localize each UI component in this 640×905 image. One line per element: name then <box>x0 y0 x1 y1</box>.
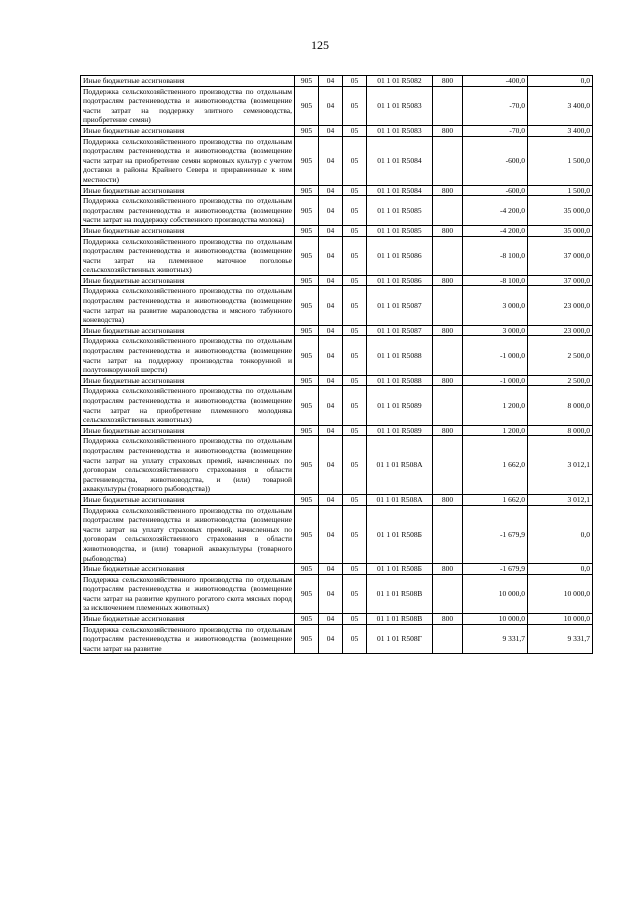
amount-change-cell: 1 662,0 <box>463 494 528 505</box>
table-row <box>81 614 593 625</box>
amount-total-cell: 3 400,0 <box>528 125 593 136</box>
amount-change-cell: -600,0 <box>463 136 528 185</box>
section-code-cell: 04 <box>319 286 343 325</box>
amount-change-cell: -1 679,9 <box>463 505 528 564</box>
amount-total-cell: 1 500,0 <box>528 136 593 185</box>
amount-change-cell: 9 331,7 <box>463 624 528 654</box>
subsection-code-cell: 05 <box>343 494 367 505</box>
row-name-cell: Поддержка сельскохозяйственного производства по отдельным подотраслям растениеводства и животноводства (возмещение части затрат на развитие <box>81 624 295 654</box>
row-name-cell: Поддержка сельскохозяйственного производства по отдельным подотраслям растениеводства и животноводства (возмещение части затрат на приобретение племенного молодняка сельскохозяйственных животных) <box>81 386 295 425</box>
table-row <box>81 325 593 336</box>
target-article-cell: 01 1 01 R5089 <box>367 386 433 425</box>
table-row <box>81 236 593 275</box>
subsection-code-cell: 05 <box>343 275 367 286</box>
target-article-cell: 01 1 01 R508Б <box>367 505 433 564</box>
amount-total-cell: 37 000,0 <box>528 236 593 275</box>
ministry-code-cell: 905 <box>295 505 319 564</box>
subsection-code-cell: 05 <box>343 436 367 495</box>
target-article-cell: 01 1 01 R5085 <box>367 225 433 236</box>
expense-type-cell <box>433 136 463 185</box>
subsection-code-cell: 05 <box>343 125 367 136</box>
section-code-cell: 04 <box>319 136 343 185</box>
subsection-code-cell: 05 <box>343 225 367 236</box>
section-code-cell: 04 <box>319 225 343 236</box>
amount-total-cell: 1 500,0 <box>528 185 593 196</box>
row-name-cell: Иные бюджетные ассигнования <box>81 275 295 286</box>
row-name-cell: Поддержка сельскохозяйственного производства по отдельным подотраслям растениеводства и животноводства (возмещение части затрат на приобретение семян кормовых культур с учетом доставки в районы Крайнего Севера и приравненные к ним местности) <box>81 136 295 185</box>
ministry-code-cell: 905 <box>295 624 319 654</box>
expense-type-cell: 800 <box>433 225 463 236</box>
amount-change-cell: 3 000,0 <box>463 286 528 325</box>
expense-type-cell: 800 <box>433 275 463 286</box>
ministry-code-cell: 905 <box>295 564 319 575</box>
amount-total-cell: 37 000,0 <box>528 275 593 286</box>
section-code-cell: 04 <box>319 236 343 275</box>
amount-change-cell: 1 662,0 <box>463 436 528 495</box>
budget-table-body <box>81 76 593 654</box>
target-article-cell: 01 1 01 R5089 <box>367 425 433 436</box>
expense-type-cell <box>433 624 463 654</box>
ministry-code-cell: 905 <box>295 614 319 625</box>
amount-change-cell: 3 000,0 <box>463 325 528 336</box>
subsection-code-cell: 05 <box>343 386 367 425</box>
section-code-cell: 04 <box>319 505 343 564</box>
ministry-code-cell: 905 <box>295 375 319 386</box>
target-article-cell: 01 1 01 R508А <box>367 436 433 495</box>
amount-change-cell: -4 200,0 <box>463 225 528 236</box>
amount-total-cell: 10 000,0 <box>528 614 593 625</box>
table-row <box>81 196 593 226</box>
amount-total-cell: 8 000,0 <box>528 425 593 436</box>
row-name-cell: Иные бюджетные ассигнования <box>81 614 295 625</box>
section-code-cell: 04 <box>319 574 343 613</box>
row-name-cell: Поддержка сельскохозяйственного производства по отдельным подотраслям растениеводства и животноводства (возмещение части затрат на развитие крупного рогатого скота мясных пород за исключением племенных животных) <box>81 574 295 613</box>
expense-type-cell: 800 <box>433 425 463 436</box>
row-name-cell: Поддержка сельскохозяйственного производства по отдельным подотраслям растениеводства и животноводства (возмещение части затрат на уплату страховых премий, начисленных по договорам сельскохозяйственного страхования в области животноводства, и (или) товарной аквакультуры (товарного рыбоводства) <box>81 505 295 564</box>
subsection-code-cell: 05 <box>343 574 367 613</box>
target-article-cell: 01 1 01 R5083 <box>367 125 433 136</box>
amount-change-cell: 10 000,0 <box>463 614 528 625</box>
amount-change-cell: -8 100,0 <box>463 275 528 286</box>
subsection-code-cell: 05 <box>343 325 367 336</box>
section-code-cell: 04 <box>319 386 343 425</box>
amount-change-cell: -1 679,9 <box>463 564 528 575</box>
table-row <box>81 275 593 286</box>
ministry-code-cell: 905 <box>295 494 319 505</box>
expense-type-cell: 800 <box>433 185 463 196</box>
amount-change-cell: -70,0 <box>463 86 528 125</box>
row-name-cell: Поддержка сельскохозяйственного производства по отдельным подотраслям растениеводства и животноводства (возмещение части затрат на поддержку элитного семеноводства, приобретение семян) <box>81 86 295 125</box>
target-article-cell: 01 1 01 R5084 <box>367 185 433 196</box>
ministry-code-cell: 905 <box>295 225 319 236</box>
target-article-cell: 01 1 01 R508В <box>367 574 433 613</box>
expense-type-cell <box>433 436 463 495</box>
table-row <box>81 125 593 136</box>
page-number: 125 <box>311 38 329 52</box>
ministry-code-cell: 905 <box>295 286 319 325</box>
row-name-cell: Иные бюджетные ассигнования <box>81 185 295 196</box>
expense-type-cell: 800 <box>433 375 463 386</box>
row-name-cell: Поддержка сельскохозяйственного производства по отдельным подотраслям растениеводства и животноводства (возмещение части затрат на поддержку производства тонкорунной и полутонкорунной шерсти) <box>81 336 295 375</box>
table-row <box>81 136 593 185</box>
subsection-code-cell: 05 <box>343 136 367 185</box>
amount-total-cell: 0,0 <box>528 76 593 87</box>
table-row <box>81 336 593 375</box>
target-article-cell: 01 1 01 R508В <box>367 614 433 625</box>
row-name-cell: Иные бюджетные ассигнования <box>81 225 295 236</box>
amount-change-cell: -4 200,0 <box>463 196 528 226</box>
section-code-cell: 04 <box>319 614 343 625</box>
expense-type-cell: 800 <box>433 325 463 336</box>
expense-type-cell: 800 <box>433 494 463 505</box>
table-row <box>81 564 593 575</box>
target-article-cell: 01 1 01 R5088 <box>367 375 433 386</box>
table-row <box>81 574 593 613</box>
expense-type-cell: 800 <box>433 614 463 625</box>
expense-type-cell <box>433 286 463 325</box>
subsection-code-cell: 05 <box>343 286 367 325</box>
amount-change-cell: -1 000,0 <box>463 336 528 375</box>
section-code-cell: 04 <box>319 494 343 505</box>
amount-total-cell: 0,0 <box>528 505 593 564</box>
table-row <box>81 494 593 505</box>
amount-total-cell: 9 331,7 <box>528 624 593 654</box>
amount-total-cell: 2 500,0 <box>528 375 593 386</box>
amount-change-cell: -600,0 <box>463 185 528 196</box>
section-code-cell: 04 <box>319 325 343 336</box>
amount-total-cell: 8 000,0 <box>528 386 593 425</box>
section-code-cell: 04 <box>319 275 343 286</box>
subsection-code-cell: 05 <box>343 196 367 226</box>
ministry-code-cell: 905 <box>295 185 319 196</box>
expense-type-cell <box>433 86 463 125</box>
expense-type-cell <box>433 386 463 425</box>
expense-type-cell: 800 <box>433 76 463 87</box>
expense-type-cell <box>433 196 463 226</box>
amount-change-cell: -400,0 <box>463 76 528 87</box>
subsection-code-cell: 05 <box>343 505 367 564</box>
row-name-cell: Поддержка сельскохозяйственного производства по отдельным подотраслям растениеводства и животноводства (возмещение части затрат на развитие мараловодства и мясного табунного коневодства) <box>81 286 295 325</box>
subsection-code-cell: 05 <box>343 425 367 436</box>
ministry-code-cell: 905 <box>295 325 319 336</box>
amount-total-cell: 23 000,0 <box>528 325 593 336</box>
subsection-code-cell: 05 <box>343 86 367 125</box>
amount-change-cell: -1 000,0 <box>463 375 528 386</box>
amount-total-cell: 10 000,0 <box>528 574 593 613</box>
target-article-cell: 01 1 01 R5085 <box>367 196 433 226</box>
section-code-cell: 04 <box>319 336 343 375</box>
ministry-code-cell: 905 <box>295 136 319 185</box>
row-name-cell: Иные бюджетные ассигнования <box>81 425 295 436</box>
section-code-cell: 04 <box>319 624 343 654</box>
section-code-cell: 04 <box>319 196 343 226</box>
expense-type-cell <box>433 336 463 375</box>
expense-type-cell <box>433 236 463 275</box>
ministry-code-cell: 905 <box>295 336 319 375</box>
table-row <box>81 185 593 196</box>
amount-total-cell: 0,0 <box>528 564 593 575</box>
table-row <box>81 425 593 436</box>
row-name-cell: Иные бюджетные ассигнования <box>81 494 295 505</box>
amount-change-cell: 1 200,0 <box>463 425 528 436</box>
ministry-code-cell: 905 <box>295 425 319 436</box>
target-article-cell: 01 1 01 R5084 <box>367 136 433 185</box>
subsection-code-cell: 05 <box>343 76 367 87</box>
ministry-code-cell: 905 <box>295 574 319 613</box>
target-article-cell: 01 1 01 R5087 <box>367 286 433 325</box>
section-code-cell: 04 <box>319 185 343 196</box>
table-row <box>81 86 593 125</box>
expense-type-cell <box>433 505 463 564</box>
ministry-code-cell: 905 <box>295 386 319 425</box>
row-name-cell: Иные бюджетные ассигнования <box>81 76 295 87</box>
subsection-code-cell: 05 <box>343 375 367 386</box>
amount-total-cell: 35 000,0 <box>528 196 593 226</box>
target-article-cell: 01 1 01 R5082 <box>367 76 433 87</box>
ministry-code-cell: 905 <box>295 86 319 125</box>
ministry-code-cell: 905 <box>295 236 319 275</box>
target-article-cell: 01 1 01 R5083 <box>367 86 433 125</box>
ministry-code-cell: 905 <box>295 196 319 226</box>
row-name-cell: Иные бюджетные ассигнования <box>81 325 295 336</box>
subsection-code-cell: 05 <box>343 624 367 654</box>
row-name-cell: Иные бюджетные ассигнования <box>81 564 295 575</box>
amount-change-cell: 1 200,0 <box>463 386 528 425</box>
target-article-cell: 01 1 01 R5086 <box>367 275 433 286</box>
row-name-cell: Поддержка сельскохозяйственного производства по отдельным подотраслям растениеводства и животноводства (возмещение части затрат на поддержку собственного производства молока) <box>81 196 295 226</box>
ministry-code-cell: 905 <box>295 125 319 136</box>
expense-type-cell: 800 <box>433 564 463 575</box>
row-name-cell: Поддержка сельскохозяйственного производства по отдельным подотраслям растениеводства и животноводства (возмещение части затрат на племенное маточное поголовье сельскохозяйственных животных) <box>81 236 295 275</box>
section-code-cell: 04 <box>319 564 343 575</box>
table-row <box>81 505 593 564</box>
subsection-code-cell: 05 <box>343 185 367 196</box>
section-code-cell: 04 <box>319 375 343 386</box>
table-row <box>81 286 593 325</box>
row-name-cell: Иные бюджетные ассигнования <box>81 375 295 386</box>
section-code-cell: 04 <box>319 436 343 495</box>
target-article-cell: 01 1 01 R5087 <box>367 325 433 336</box>
amount-change-cell: -8 100,0 <box>463 236 528 275</box>
amount-total-cell: 2 500,0 <box>528 336 593 375</box>
section-code-cell: 04 <box>319 86 343 125</box>
subsection-code-cell: 05 <box>343 336 367 375</box>
amount-change-cell: -70,0 <box>463 125 528 136</box>
table-row <box>81 624 593 654</box>
subsection-code-cell: 05 <box>343 236 367 275</box>
section-code-cell: 04 <box>319 425 343 436</box>
table-row <box>81 386 593 425</box>
amount-total-cell: 23 000,0 <box>528 286 593 325</box>
row-name-cell: Иные бюджетные ассигнования <box>81 125 295 136</box>
target-article-cell: 01 1 01 R5086 <box>367 236 433 275</box>
row-name-cell: Поддержка сельскохозяйственного производства по отдельным подотраслям растениеводства и животноводства (возмещение части затрат на уплату страховых премий, начисленных по договорам сельскохозяйственного страхования в области растениеводства, животноводства, и (или) товарной аквакультуры (товарного рыбоводства)) <box>81 436 295 495</box>
amount-change-cell: 10 000,0 <box>463 574 528 613</box>
ministry-code-cell: 905 <box>295 275 319 286</box>
table-row <box>81 375 593 386</box>
target-article-cell: 01 1 01 R508А <box>367 494 433 505</box>
ministry-code-cell: 905 <box>295 76 319 87</box>
target-article-cell: 01 1 01 R508Г <box>367 624 433 654</box>
section-code-cell: 04 <box>319 125 343 136</box>
amount-total-cell: 3 012,1 <box>528 436 593 495</box>
target-article-cell: 01 1 01 R5088 <box>367 336 433 375</box>
budget-table <box>80 75 593 654</box>
amount-total-cell: 35 000,0 <box>528 225 593 236</box>
table-row <box>81 436 593 495</box>
amount-total-cell: 3 012,1 <box>528 494 593 505</box>
amount-total-cell: 3 400,0 <box>528 86 593 125</box>
expense-type-cell: 800 <box>433 125 463 136</box>
subsection-code-cell: 05 <box>343 564 367 575</box>
table-row <box>81 225 593 236</box>
table-row <box>81 76 593 87</box>
subsection-code-cell: 05 <box>343 614 367 625</box>
expense-type-cell <box>433 574 463 613</box>
section-code-cell: 04 <box>319 76 343 87</box>
ministry-code-cell: 905 <box>295 436 319 495</box>
target-article-cell: 01 1 01 R508Б <box>367 564 433 575</box>
